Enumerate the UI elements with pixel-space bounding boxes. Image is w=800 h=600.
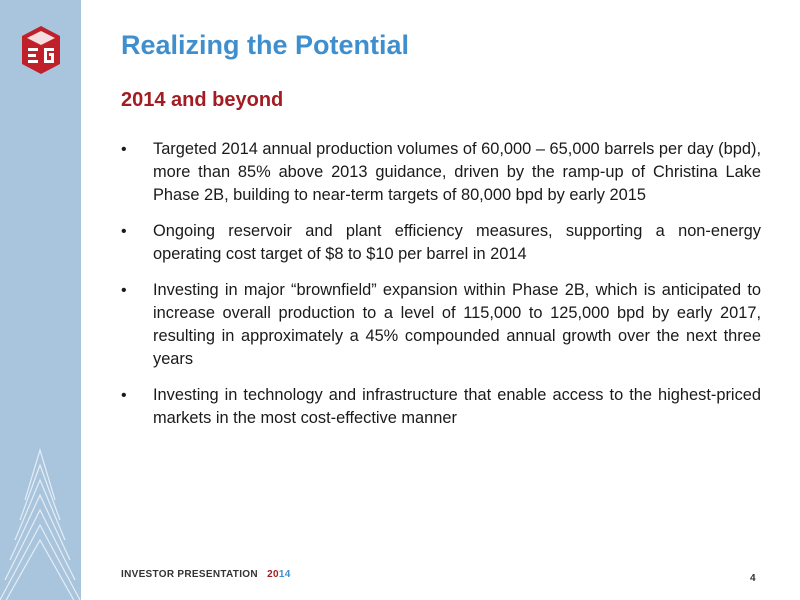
bullet-marker: • [121, 282, 127, 299]
bullet-marker: • [121, 387, 127, 404]
bullet-marker: • [121, 141, 127, 158]
page-subtitle: 2014 and beyond [121, 89, 284, 111]
footer-year-part1: 20 [267, 569, 279, 580]
bullet-text: Targeted 2014 annual production volumes of 60,000 – 65,000 barrels per day (bpd), more than 85% above 2013 guidance, driven by the ramp-up of Christina Lake Phase 2B, building to near-term targets of 80,000 bpd by early 2015 [153, 140, 761, 204]
bullet-text: Investing in technology and infrastructure that enable access to the highest-priced markets in the most cost-effective manner [153, 386, 761, 427]
chevron-pattern-icon [0, 440, 81, 600]
page-title: Realizing the Potential [121, 30, 410, 60]
bullet-text: Ongoing reservoir and plant efficiency measures, supporting a non-energy operating cost target of $8 to $10 per barrel in 2014 [153, 222, 761, 263]
footer-year-part2: 14 [278, 569, 291, 580]
bullet-text: Investing in major “brownfield” expansion within Phase 2B, which is anticipated to increase overall production to a level of 115,000 to 125,000 bpd by early 2017, resulting in approximately a 45% compounded annual growth over the next three years [153, 281, 761, 368]
company-logo-icon [22, 26, 60, 74]
bullet-list [121, 138, 761, 443]
sidebar [0, 0, 81, 600]
bullet-item [121, 384, 761, 430]
bullet-marker: • [121, 223, 127, 240]
footer-text: INVESTOR PRESENTATION [121, 569, 258, 580]
bullet-item [121, 279, 761, 371]
footer-label [121, 569, 291, 580]
bullet-item [121, 138, 761, 207]
page-number: 4 [750, 573, 756, 584]
bullet-item [121, 220, 761, 266]
